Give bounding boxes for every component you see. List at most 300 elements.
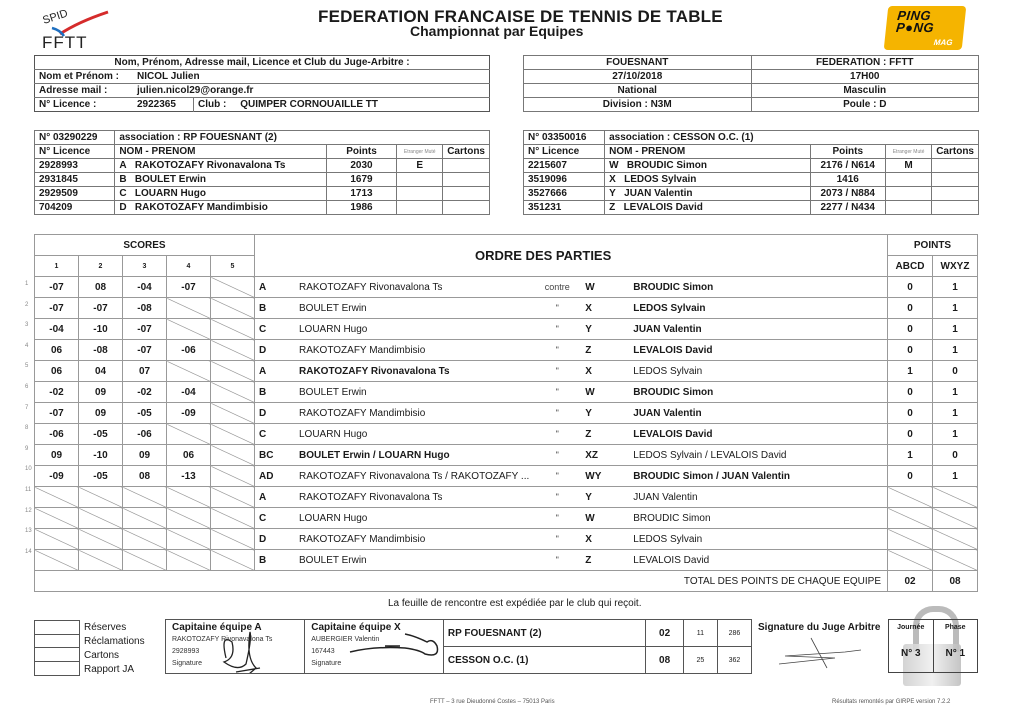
player-etranger bbox=[397, 173, 443, 187]
player-a-name: RAKOTOZAFY Mandimbisio bbox=[295, 403, 533, 424]
set-score bbox=[211, 487, 255, 508]
game-row bbox=[35, 508, 978, 529]
versus: contre bbox=[533, 277, 581, 298]
set-score bbox=[123, 487, 167, 508]
points-abcd: 0 bbox=[888, 319, 933, 340]
player-a-letter: C bbox=[255, 319, 296, 340]
set-score: -04 bbox=[167, 382, 211, 403]
game-row bbox=[35, 487, 978, 508]
match-place: FOUESNANT bbox=[524, 56, 752, 70]
player-points: 2073 / N884 bbox=[810, 187, 885, 201]
set-label-4: 4 bbox=[167, 256, 211, 277]
player-x-name: LEDOS Sylvain bbox=[629, 529, 887, 550]
set-score bbox=[35, 529, 79, 550]
game-row bbox=[35, 424, 978, 445]
set-score: 09 bbox=[35, 445, 79, 466]
captain-x-signature-label: Signature bbox=[311, 660, 342, 667]
page-subtitle: Championnat par Equipes bbox=[410, 23, 584, 39]
player-a-name: LOUARN Hugo bbox=[295, 508, 533, 529]
player-etranger bbox=[397, 201, 443, 215]
points-wxyz: 1 bbox=[933, 403, 978, 424]
report-checkbox-label: Réserves bbox=[84, 621, 127, 633]
player-a-name: RAKOTOZAFY Rivonavalona Ts bbox=[295, 277, 533, 298]
player-x-letter: X bbox=[581, 298, 629, 319]
player-name-cell bbox=[605, 201, 810, 215]
set-score: -07 bbox=[35, 403, 79, 424]
player-name: LEVALOIS David bbox=[623, 202, 703, 213]
player-x-letter: Z bbox=[581, 550, 629, 571]
svg-text:FFTT: FFTT bbox=[42, 33, 88, 50]
player-x-name: JUAN Valentin bbox=[629, 403, 887, 424]
set-score: -07 bbox=[79, 298, 123, 319]
set-score bbox=[167, 487, 211, 508]
set-score: -09 bbox=[167, 403, 211, 424]
report-checkbox[interactable] bbox=[34, 634, 80, 648]
set-score bbox=[35, 550, 79, 571]
player-name: LEDOS Sylvain bbox=[624, 174, 697, 185]
player-a-letter: D bbox=[255, 340, 296, 361]
points-abcd bbox=[888, 508, 933, 529]
player-name: BOULET Erwin bbox=[134, 174, 207, 185]
player-name: RAKOTOZAFY Mandimbisio bbox=[134, 202, 268, 213]
game-row bbox=[35, 466, 978, 487]
versus: " bbox=[533, 508, 581, 529]
report-checkbox[interactable] bbox=[34, 648, 80, 662]
captain-x-licence: 167443 bbox=[311, 648, 335, 655]
set-score bbox=[167, 424, 211, 445]
notice-text: La feuille de rencontre est expédiée par le club qui reçoit. bbox=[388, 598, 642, 609]
player-a-name: BOULET Erwin bbox=[295, 382, 533, 403]
set-score bbox=[79, 487, 123, 508]
match-division: Division : N3M bbox=[524, 98, 752, 112]
report-checkbox[interactable] bbox=[34, 662, 80, 676]
result-team-x: CESSON O.C. (1) bbox=[443, 647, 645, 674]
player-name: LOUARN Hugo bbox=[134, 188, 206, 199]
team-a-player-row bbox=[35, 187, 490, 201]
player-a-name: RAKOTOZAFY Rivonavalona Ts bbox=[295, 361, 533, 382]
report-checkbox-row[interactable] bbox=[34, 634, 145, 648]
player-a-letter: A bbox=[255, 277, 296, 298]
set-score: -08 bbox=[123, 298, 167, 319]
set-score: 07 bbox=[123, 361, 167, 382]
match-date: 27/10/2018 bbox=[524, 70, 752, 84]
points-abcd: 0 bbox=[888, 340, 933, 361]
player-x-name: LEDOS Sylvain bbox=[629, 361, 887, 382]
set-score: -06 bbox=[123, 424, 167, 445]
player-etranger bbox=[885, 187, 931, 201]
pingpong-mag-logo: PING P●NG MAG bbox=[884, 6, 967, 50]
game-row bbox=[35, 550, 978, 571]
referee-club: QUIMPER CORNOUAILLE TT bbox=[240, 99, 379, 110]
match-gender: Masculin bbox=[751, 84, 979, 98]
team-x-table bbox=[523, 130, 979, 215]
player-name-cell bbox=[115, 173, 326, 187]
games-table bbox=[34, 234, 978, 592]
set-score: -05 bbox=[123, 403, 167, 424]
referee-licence-label: N° Licence : bbox=[39, 99, 97, 110]
set-score: -05 bbox=[79, 466, 123, 487]
team-a-col-etranger: Etranger Muté bbox=[397, 145, 443, 159]
referee-heading: Nom, Prénom, Adresse mail, Licence et Club du Juge-Arbitre : bbox=[35, 56, 490, 70]
points-wxyz: 1 bbox=[933, 277, 978, 298]
points-abcd bbox=[888, 487, 933, 508]
captain-a-signature-label: Signature bbox=[172, 660, 202, 667]
set-score: -07 bbox=[167, 277, 211, 298]
set-score bbox=[211, 382, 255, 403]
footer-version: Résultats remontés par GIRPE version 7.2.2 bbox=[832, 699, 951, 705]
player-name-cell bbox=[605, 187, 810, 201]
set-score: -09 bbox=[35, 466, 79, 487]
player-a-name: BOULET Erwin bbox=[295, 298, 533, 319]
player-x-name: BROUDIC Simon / JUAN Valentin bbox=[629, 466, 887, 487]
player-licence: 3527666 bbox=[524, 187, 605, 201]
player-cartons bbox=[932, 173, 979, 187]
versus: " bbox=[533, 340, 581, 361]
game-row bbox=[35, 319, 978, 340]
report-checkbox-row[interactable] bbox=[34, 662, 145, 676]
player-x-name: LEVALOIS David bbox=[629, 424, 887, 445]
team-x-col-cartons: Cartons bbox=[932, 145, 979, 159]
player-letter: B bbox=[119, 174, 127, 185]
set-score: -06 bbox=[35, 424, 79, 445]
team-x-player-row bbox=[524, 201, 979, 215]
referee-signature-label: Signature du Juge Arbitre bbox=[758, 622, 881, 633]
set-score bbox=[211, 424, 255, 445]
player-cartons bbox=[443, 159, 490, 173]
report-checkboxes bbox=[34, 620, 145, 676]
player-cartons bbox=[443, 201, 490, 215]
referee-club-label: Club : bbox=[198, 99, 227, 110]
game-number: 14 bbox=[25, 548, 32, 555]
total-label: TOTAL DES POINTS DE CHAQUE EQUIPE bbox=[35, 571, 888, 592]
team-x-player-row bbox=[524, 173, 979, 187]
player-x-letter: XZ bbox=[581, 445, 629, 466]
scores-label: SCORES bbox=[35, 235, 255, 256]
set-score bbox=[79, 529, 123, 550]
player-a-name: LOUARN Hugo bbox=[295, 319, 533, 340]
team-x-col-name: NOM - PRENOM bbox=[605, 145, 810, 159]
total-wxyz: 08 bbox=[933, 571, 978, 592]
player-etranger bbox=[397, 187, 443, 201]
versus: " bbox=[533, 529, 581, 550]
team-x-player-row bbox=[524, 187, 979, 201]
set-score: 09 bbox=[123, 445, 167, 466]
set-score bbox=[211, 361, 255, 382]
player-name-cell bbox=[115, 187, 326, 201]
points-abcd bbox=[888, 550, 933, 571]
fftt-logo bbox=[38, 4, 118, 50]
set-score: -10 bbox=[79, 319, 123, 340]
phase-value: N° 1 bbox=[945, 647, 966, 659]
player-a-letter: BC bbox=[255, 445, 296, 466]
result-a-sets: 11 bbox=[684, 620, 718, 647]
player-points: 2176 / N614 bbox=[810, 159, 885, 173]
set-score bbox=[211, 508, 255, 529]
points-wxyz: 1 bbox=[933, 466, 978, 487]
set-score: -07 bbox=[35, 298, 79, 319]
points-abcd: 0 bbox=[888, 403, 933, 424]
report-checkbox[interactable] bbox=[34, 620, 80, 635]
player-a-name: BOULET Erwin / LOUARN Hugo bbox=[295, 445, 533, 466]
points-abcd: 0 bbox=[888, 382, 933, 403]
player-etranger: E bbox=[397, 159, 443, 173]
game-rows bbox=[35, 277, 978, 571]
player-x-letter: WY bbox=[581, 466, 629, 487]
points-abcd: 0 bbox=[888, 277, 933, 298]
set-score: 06 bbox=[167, 445, 211, 466]
player-x-name: BROUDIC Simon bbox=[629, 508, 887, 529]
player-letter: Y bbox=[609, 188, 616, 199]
points-abcd bbox=[888, 529, 933, 550]
captain-x-signature bbox=[345, 632, 443, 662]
set-score: -02 bbox=[35, 382, 79, 403]
player-etranger bbox=[885, 173, 931, 187]
versus: " bbox=[533, 424, 581, 445]
game-number: 11 bbox=[25, 487, 32, 493]
player-letter: D bbox=[119, 202, 127, 213]
player-points: 1713 bbox=[326, 187, 397, 201]
set-score bbox=[211, 277, 255, 298]
result-a-points: 02 bbox=[646, 620, 684, 647]
result-x-sets: 25 bbox=[684, 647, 718, 674]
player-a-name: BOULET Erwin bbox=[295, 550, 533, 571]
player-cartons bbox=[932, 187, 979, 201]
player-a-letter: C bbox=[255, 424, 296, 445]
player-x-letter: W bbox=[581, 277, 629, 298]
set-score: -04 bbox=[35, 319, 79, 340]
player-cartons bbox=[443, 187, 490, 201]
team-x-col-points: Points bbox=[810, 145, 885, 159]
captain-x-title: Capitaine équipe X bbox=[311, 622, 401, 633]
player-licence: 3519096 bbox=[524, 173, 605, 187]
player-x-name: BROUDIC Simon bbox=[629, 382, 887, 403]
set-score: 08 bbox=[79, 277, 123, 298]
set-score: 04 bbox=[79, 361, 123, 382]
captain-x-box bbox=[305, 620, 444, 674]
journee-value: N° 3 bbox=[889, 634, 934, 673]
set-label-2: 2 bbox=[79, 256, 123, 277]
player-points: 1416 bbox=[810, 173, 885, 187]
footer-address: FFTT – 3 rue Dieudonné Costes – 75013 Paris bbox=[430, 699, 555, 705]
player-a-letter: B bbox=[255, 382, 296, 403]
player-licence: 704209 bbox=[35, 201, 115, 215]
set-score: 06 bbox=[35, 361, 79, 382]
result-x-balls: 362 bbox=[717, 647, 751, 674]
set-score: 09 bbox=[79, 403, 123, 424]
points-abcd: 1 bbox=[888, 445, 933, 466]
player-a-letter: B bbox=[255, 298, 296, 319]
team-a-col-points: Points bbox=[326, 145, 397, 159]
game-number: 5 bbox=[25, 363, 29, 370]
game-number: 9 bbox=[25, 445, 29, 452]
points-abcd: 0 bbox=[888, 466, 933, 487]
player-letter: X bbox=[609, 174, 616, 185]
player-name: RAKOTOZAFY Rivonavalona Ts bbox=[134, 160, 286, 171]
set-score bbox=[211, 529, 255, 550]
player-a-name: RAKOTOZAFY Rivonavalona Ts / RAKOTOZAFY ... bbox=[295, 466, 533, 487]
player-etranger: M bbox=[885, 159, 931, 173]
player-name-cell bbox=[115, 201, 326, 215]
versus: " bbox=[533, 487, 581, 508]
captain-a-title: Capitaine équipe A bbox=[172, 622, 262, 633]
player-a-letter: D bbox=[255, 403, 296, 424]
game-number: 1 bbox=[25, 281, 29, 287]
game-number: 6 bbox=[25, 384, 29, 390]
game-row bbox=[35, 445, 978, 466]
points-abcd: 1 bbox=[888, 361, 933, 382]
set-score bbox=[211, 340, 255, 361]
player-etranger bbox=[885, 201, 931, 215]
player-letter: Z bbox=[609, 202, 616, 213]
journee-phase bbox=[888, 619, 978, 673]
team-x-col-licence: N° Licence bbox=[524, 145, 605, 159]
team-a-table bbox=[34, 130, 490, 215]
set-score bbox=[167, 361, 211, 382]
set-score bbox=[167, 550, 211, 571]
set-score: -07 bbox=[123, 340, 167, 361]
report-checkbox-label: Cartons bbox=[84, 649, 120, 661]
player-a-name: RAKOTOZAFY Rivonavalona Ts bbox=[295, 487, 533, 508]
points-wxyz: 0 bbox=[933, 445, 978, 466]
set-score: 08 bbox=[123, 466, 167, 487]
player-x-letter: Z bbox=[581, 424, 629, 445]
team-a-player-row bbox=[35, 159, 490, 173]
result-x-points: 08 bbox=[646, 647, 684, 674]
player-licence: 351231 bbox=[524, 201, 605, 215]
points-wxyz bbox=[933, 508, 978, 529]
versus: " bbox=[533, 319, 581, 340]
player-points: 2030 bbox=[326, 159, 397, 173]
player-licence: 2215607 bbox=[524, 159, 605, 173]
set-score: -08 bbox=[79, 340, 123, 361]
player-x-letter: X bbox=[581, 361, 629, 382]
abcd-label: ABCD bbox=[888, 256, 933, 277]
set-score bbox=[211, 466, 255, 487]
player-x-name: BROUDIC Simon bbox=[629, 277, 887, 298]
player-a-letter: A bbox=[255, 487, 296, 508]
set-score: -06 bbox=[167, 340, 211, 361]
player-a-name: RAKOTOZAFY Mandimbisio bbox=[295, 340, 533, 361]
game-number: 4 bbox=[25, 342, 29, 349]
set-score bbox=[211, 298, 255, 319]
versus: " bbox=[533, 550, 581, 571]
set-score bbox=[167, 298, 211, 319]
set-score bbox=[211, 403, 255, 424]
match-federation: FEDERATION : FFTT bbox=[751, 56, 979, 70]
order-label: ORDRE DES PARTIES bbox=[255, 235, 888, 277]
journee-label: Journée bbox=[889, 620, 934, 635]
player-cartons bbox=[443, 173, 490, 187]
points-label: POINTS bbox=[888, 235, 978, 256]
set-score: 06 bbox=[35, 340, 79, 361]
set-score bbox=[167, 529, 211, 550]
versus: " bbox=[533, 466, 581, 487]
player-a-name: RAKOTOZAFY Mandimbisio bbox=[295, 529, 533, 550]
player-x-letter: W bbox=[581, 508, 629, 529]
captain-a-name: RAKOTOZAFY Rivonavalona Ts bbox=[172, 636, 273, 643]
player-cartons bbox=[932, 159, 979, 173]
result-team-a: RP FOUESNANT (2) bbox=[443, 620, 645, 647]
set-score bbox=[167, 508, 211, 529]
referee-signature bbox=[775, 636, 865, 672]
player-name: JUAN Valentin bbox=[624, 188, 693, 199]
set-score bbox=[123, 508, 167, 529]
game-number: 2 bbox=[25, 301, 29, 308]
game-row bbox=[35, 529, 978, 550]
set-score bbox=[35, 508, 79, 529]
set-label-5: 5 bbox=[211, 256, 255, 277]
phase-label: Phase bbox=[944, 623, 966, 631]
report-checkbox-row[interactable] bbox=[34, 648, 145, 662]
set-score bbox=[123, 550, 167, 571]
team-a-player-row bbox=[35, 173, 490, 187]
team-a-association: association : RP FOUESNANT (2) bbox=[115, 131, 490, 145]
total-abcd: 02 bbox=[888, 571, 933, 592]
team-a-player-row bbox=[35, 201, 490, 215]
player-licence: 2928993 bbox=[35, 159, 115, 173]
set-score: -07 bbox=[123, 319, 167, 340]
versus: " bbox=[533, 361, 581, 382]
referee-name: NICOL Julien bbox=[133, 70, 490, 84]
team-a-col-cartons: Cartons bbox=[443, 145, 490, 159]
points-wxyz: 1 bbox=[933, 382, 978, 403]
player-x-letter: Y bbox=[581, 487, 629, 508]
player-x-name: LEDOS Sylvain bbox=[629, 298, 887, 319]
set-score bbox=[123, 529, 167, 550]
match-poule: Poule : D bbox=[751, 98, 979, 112]
player-points: 2277 / N434 bbox=[810, 201, 885, 215]
referee-info bbox=[34, 55, 490, 112]
match-time: 17H00 bbox=[751, 70, 979, 84]
captains-results bbox=[165, 619, 752, 674]
game-number: 10 bbox=[25, 466, 32, 473]
points-wxyz bbox=[933, 529, 978, 550]
game-row bbox=[35, 361, 978, 382]
game-number: 12 bbox=[25, 507, 32, 514]
game-number: 13 bbox=[25, 528, 32, 535]
versus: " bbox=[533, 382, 581, 403]
report-checkbox-label: Réclamations bbox=[84, 635, 145, 647]
report-checkbox-row[interactable] bbox=[34, 620, 145, 634]
team-x-association: association : CESSON O.C. (1) bbox=[605, 131, 979, 145]
game-row bbox=[35, 403, 978, 424]
match-info bbox=[523, 55, 979, 112]
points-wxyz bbox=[933, 550, 978, 571]
points-wxyz: 0 bbox=[933, 361, 978, 382]
points-wxyz bbox=[933, 487, 978, 508]
set-score: 09 bbox=[79, 382, 123, 403]
player-x-name: JUAN Valentin bbox=[629, 487, 887, 508]
player-x-name: LEVALOIS David bbox=[629, 340, 887, 361]
set-score bbox=[35, 487, 79, 508]
versus: " bbox=[533, 445, 581, 466]
player-x-letter: W bbox=[581, 382, 629, 403]
set-score: -10 bbox=[79, 445, 123, 466]
report-checkbox-label: Rapport JA bbox=[84, 663, 135, 675]
player-x-name: LEDOS Sylvain / LEVALOIS David bbox=[629, 445, 887, 466]
player-points: 1679 bbox=[326, 173, 397, 187]
set-score bbox=[211, 445, 255, 466]
player-a-letter: B bbox=[255, 550, 296, 571]
points-wxyz: 1 bbox=[933, 340, 978, 361]
game-number: 8 bbox=[25, 425, 29, 432]
team-x-number: N° 03350016 bbox=[524, 131, 605, 145]
player-licence: 2931845 bbox=[35, 173, 115, 187]
points-wxyz: 1 bbox=[933, 298, 978, 319]
player-name-cell bbox=[605, 173, 810, 187]
player-x-letter: Y bbox=[581, 403, 629, 424]
referee-email-label: Adresse mail : bbox=[35, 84, 134, 98]
